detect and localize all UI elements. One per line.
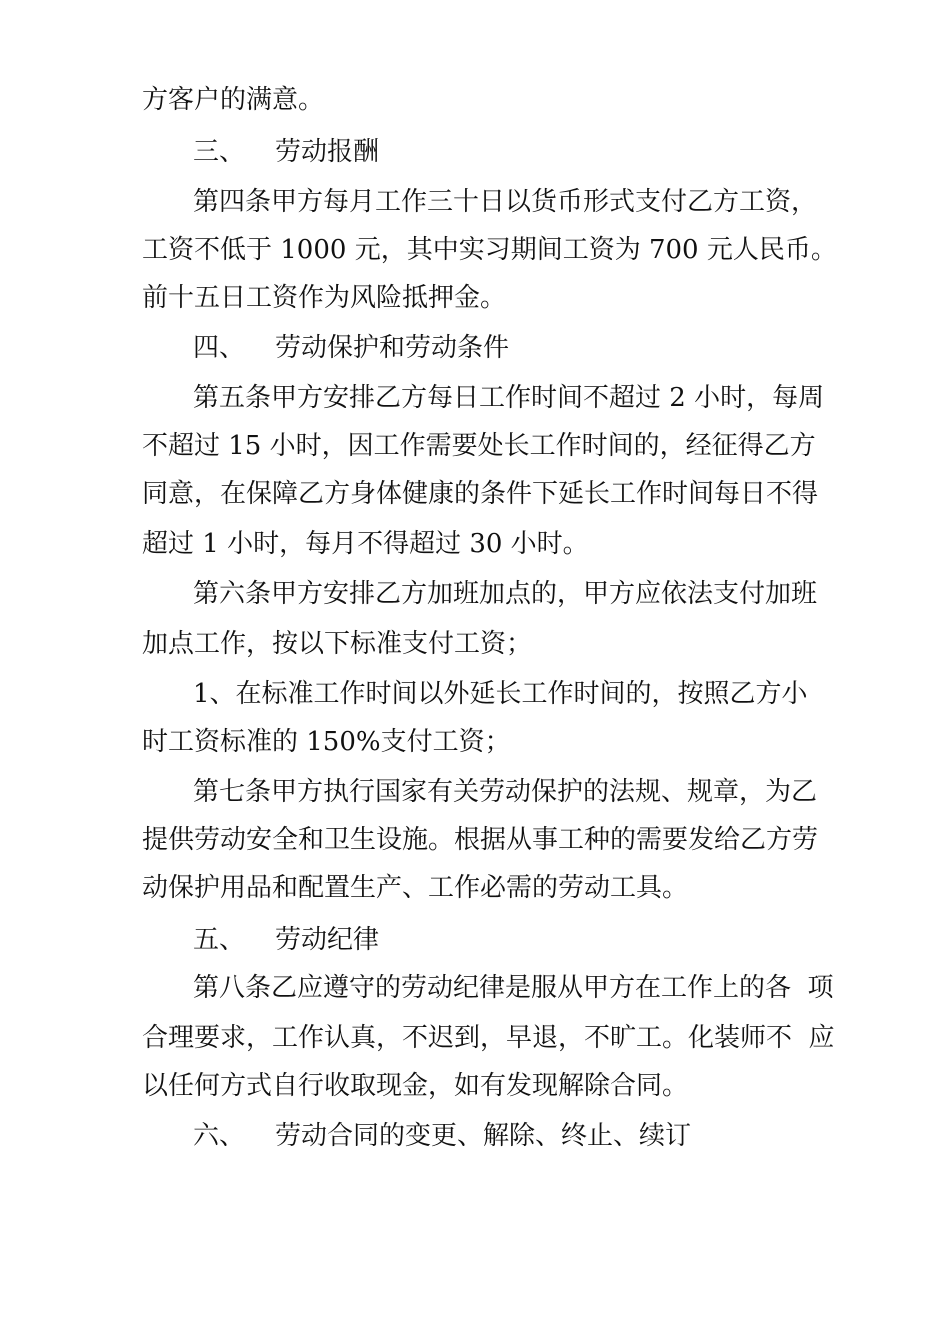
section-number: 三、 (193, 137, 246, 167)
text-line: 合理要求，工作认真，不迟到，早退，不旷工。化装师不 应 (142, 1023, 835, 1053)
section-title: 劳动合同的变更、解除、终止、续订 (275, 1121, 692, 1151)
text-line: 不超过 15 小时，因工作需要处长工作时间的，经征得乙方 (142, 431, 816, 461)
text-line: 以任何方式自行收取现金，如有发现解除合同。 (142, 1071, 689, 1101)
section-heading-3 (193, 134, 379, 170)
text-line: 第八条乙应遵守的劳动纪律是服从甲方在工作上的各 项 (193, 973, 834, 1003)
text-line: 超过 1 小时，每月不得超过 30 小时。 (142, 529, 589, 559)
text-line: 提供劳动安全和卫生设施。根据从事工种的需要发给乙方劳 (142, 825, 819, 855)
section-title: 劳动报酬 (275, 137, 380, 167)
text-line: 第五条甲方安排乙方每日工作时间不超过 2 小时，每周 (193, 383, 825, 413)
text-line: 第四条甲方每月工作三十日以货币形式支付乙方工资， (193, 187, 818, 217)
text-line: 动保护用品和配置生产、工作必需的劳动工具。 (142, 873, 689, 903)
text-line: 1、在标准工作时间以外延长工作时间的，按照乙方小 (193, 679, 808, 709)
text-line: 第六条甲方安排乙方加班加点的，甲方应依法支付加班 (193, 579, 818, 609)
section-number: 五、 (193, 925, 246, 955)
section-title: 劳动纪律 (275, 925, 380, 955)
section-heading-5 (193, 922, 379, 958)
section-heading-4 (193, 330, 509, 366)
section-number: 六、 (193, 1121, 246, 1151)
text-line: 第七条甲方执行国家有关劳动保护的法规、规章，为乙 (193, 777, 818, 807)
text-line: 方客户的满意。 (142, 85, 325, 115)
text-line: 工资不低于 1000 元，其中实习期间工资为 700 元人民币。 (142, 235, 837, 265)
text-line: 加点工作，按以下标准支付工资； (142, 629, 533, 659)
section-heading-6 (193, 1118, 691, 1154)
section-number: 四、 (193, 333, 246, 363)
section-title: 劳动保护和劳动条件 (275, 333, 510, 363)
text-line: 同意，在保障乙方身体健康的条件下延长工作时间每日不得 (142, 479, 819, 509)
text-line: 时工资标准的 150%支付工资； (142, 727, 511, 757)
text-line: 前十五日工资作为风险抵押金。 (142, 283, 507, 313)
